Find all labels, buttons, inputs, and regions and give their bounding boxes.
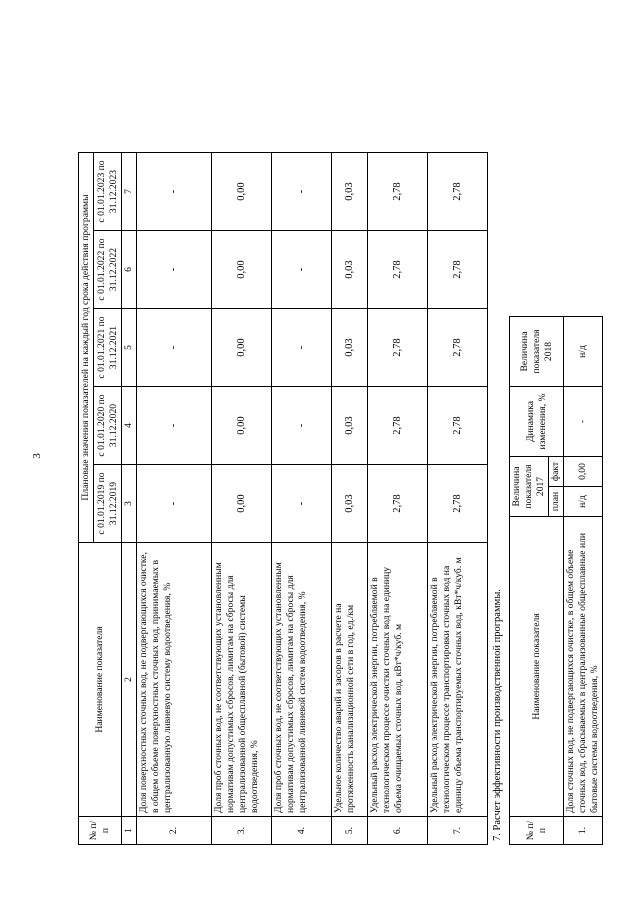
col-no-header: № п/п <box>510 817 564 845</box>
table-row <box>212 153 272 845</box>
row-value-plan: н/д <box>564 487 603 517</box>
period-header: с 01.01.2021 по 31.12.2021 <box>94 309 122 387</box>
row-number: 3. <box>212 817 272 845</box>
table-row <box>564 317 603 845</box>
row-value: 2,78 <box>428 231 488 309</box>
row-value: 0,03 <box>332 231 368 309</box>
row-name: Удельный расход электрической энергии, потребляемой в технологическом процессе транспортировки сточных вод на единицу объема транспортируемых сточных вод, кВт*ч/куб. м <box>428 543 488 817</box>
row-value: 0,03 <box>332 387 368 465</box>
row-number: 2. <box>137 817 212 845</box>
period-header: с 01.01.2023 по 31.12.2023 <box>94 153 122 231</box>
col-number: 7 <box>122 153 137 231</box>
col-dynamics-header: Динамика изменения, % <box>510 387 564 457</box>
col-number: 1 <box>122 817 137 845</box>
col-number: 2 <box>122 543 137 817</box>
table-row <box>272 153 332 845</box>
row-value-fact: 0,00 <box>564 457 603 487</box>
period-header: с 01.01.2020 по 31.12.2020 <box>94 387 122 465</box>
row-value: - <box>272 465 332 543</box>
row-value: 0,00 <box>212 153 272 231</box>
row-value: 0,00 <box>212 465 272 543</box>
row-name: Доля проб сточных вод, не соответствующих установленным нормативам допустимых сбросов, лимитам на сбросы для централизованной общесплавной (бытовой) системы водоотведения, % <box>212 543 272 817</box>
row-value-dynamics: - <box>564 387 603 457</box>
col-number: 4 <box>122 387 137 465</box>
col-no-header: № п/п <box>79 817 122 845</box>
row-value: 2,78 <box>368 153 428 231</box>
col-number: 3 <box>122 465 137 543</box>
col-name-header: Наименование показателя <box>79 543 122 817</box>
row-value: 2,78 <box>368 309 428 387</box>
period-header: с 01.01.2019 по 31.12.2019 <box>94 465 122 543</box>
row-number: 6. <box>368 817 428 845</box>
row-value: 0,00 <box>212 309 272 387</box>
row-value: 2,78 <box>428 387 488 465</box>
row-value: - <box>272 387 332 465</box>
page-number: 3 <box>30 453 43 459</box>
col-fact-header: факт <box>549 457 564 487</box>
row-value: 0,03 <box>332 465 368 543</box>
col-group-header: Плановые значения показателей на каждый год срока действия программы <box>79 153 94 543</box>
row-value: 0,00 <box>212 387 272 465</box>
col-2017-header: Величина показателя 2017 <box>510 457 549 517</box>
row-value: 2,78 <box>428 309 488 387</box>
indicators-table <box>78 152 488 845</box>
row-value: - <box>272 153 332 231</box>
row-value: 2,78 <box>368 387 428 465</box>
section-title: 7. Расчет эффективности производственной программы. <box>492 589 503 841</box>
table-row <box>137 153 212 845</box>
row-number: 1. <box>564 817 603 845</box>
rotated-content <box>78 65 638 845</box>
table-row <box>332 153 368 845</box>
row-value: 0,00 <box>212 231 272 309</box>
row-value: 2,78 <box>428 153 488 231</box>
table-row <box>368 153 428 845</box>
row-value-2018: н/д <box>564 317 603 387</box>
row-number: 5. <box>332 817 368 845</box>
row-value: - <box>272 231 332 309</box>
row-name: Удельный расход электрической энергии, потребляемой в технологическом процессе очистки сточных вод на единицу объема очищаемых сточных вод, кВт*ч/куб. м <box>368 543 428 817</box>
col-name-header: Наименование показателя <box>510 517 564 817</box>
row-value: - <box>137 465 212 543</box>
efficiency-table <box>509 316 603 845</box>
col-number: 6 <box>122 231 137 309</box>
row-value: - <box>137 231 212 309</box>
row-value: 0,03 <box>332 153 368 231</box>
row-name: Доля проб сточных вод, не соответствующих установленным нормативам допустимых сбросов, лимитам на сбросы для централизованной ливневой систем водоотведения, % <box>272 543 332 817</box>
row-value: - <box>272 309 332 387</box>
col-number: 5 <box>122 309 137 387</box>
row-number: 7. <box>428 817 488 845</box>
table-row <box>428 153 488 845</box>
row-number: 4. <box>272 817 332 845</box>
row-value: - <box>137 387 212 465</box>
row-value: - <box>137 309 212 387</box>
row-name: Доля поверхностных сточных вод, не подвергающихся очистке, в общем объеме поверхностных сточных вод, принимаемых в централизованную ливневую систему водоотведения, % <box>137 543 212 817</box>
row-value: 2,78 <box>428 465 488 543</box>
row-value: 0,03 <box>332 309 368 387</box>
row-value: 2,78 <box>368 231 428 309</box>
period-header: с 01.01.2022 по 31.12.2022 <box>94 231 122 309</box>
row-name: Доля сточных вод, не подвергающихся очистке, в общем объеме сточных вод, сбрасываемых в централизованные общесплавные или бытовые системы водоотведения, % <box>564 517 603 817</box>
row-value: 2,78 <box>368 465 428 543</box>
row-value: - <box>137 153 212 231</box>
col-plan-header: план <box>549 487 564 517</box>
row-name: Удельное количество аварий и засоров в расчете на протяженность канализационной сети в год, ед./км <box>332 543 368 817</box>
col-2018-header: Величина показателя 2018 <box>510 317 564 387</box>
